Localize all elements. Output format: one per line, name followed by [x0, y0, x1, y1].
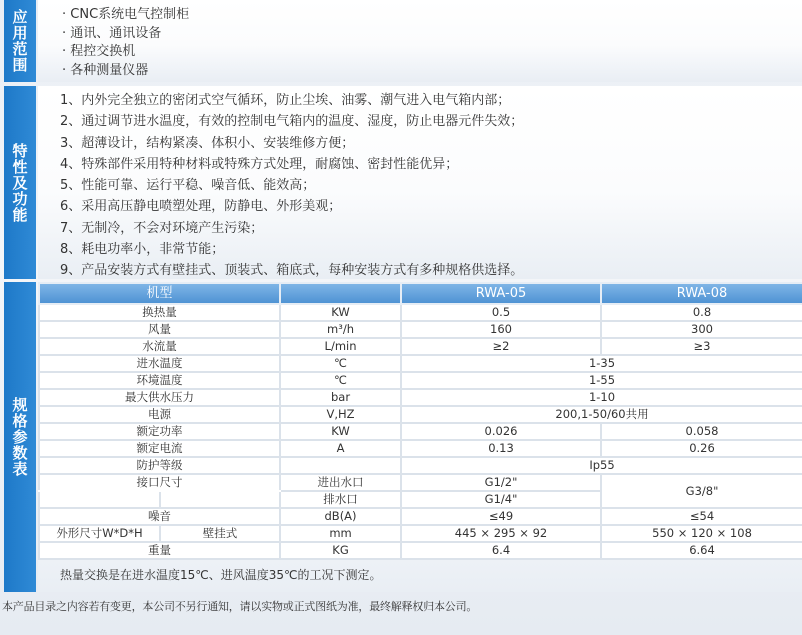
header-model-2: RWA-08	[601, 283, 802, 304]
application-item: · 各种测量仪器	[62, 62, 149, 78]
application-item: · 程控交换机	[62, 44, 136, 59]
application-item: · 通讯、通讯设备	[62, 25, 162, 41]
features-title: 特性及功能	[4, 86, 36, 279]
table-row: 换热量 KW 0.5 0.8	[39, 304, 802, 321]
feature-item: 3、超薄设计，结构紧凑、体积小、安装维修方便；	[60, 135, 355, 151]
specs-section	[4, 282, 802, 592]
table-row: 额定功率 KW 0.026 0.058	[39, 423, 802, 440]
feature-item: 7、无制冷，不会对环境产生污染；	[60, 220, 264, 236]
table-row: 进水温度 ℃ 1-35	[39, 355, 802, 372]
application-section	[4, 0, 802, 82]
feature-item: 8、耗电功率小，非常节能；	[60, 242, 225, 258]
table-row: 环境温度 ℃ 1-55	[39, 372, 802, 389]
application-title: 应用范围	[4, 0, 36, 82]
feature-item: 1、内外完全独立的密闭式空气循环，防止尘埃、油雾、潮气进入电气箱内部；	[60, 93, 511, 108]
table-row: 排水口 G1/4"	[39, 491, 802, 508]
table-row: 重量 KG 6.4 6.64	[39, 542, 802, 559]
features-panel	[38, 86, 802, 279]
specs-panel	[38, 282, 802, 592]
table-row: 额定电流 A 0.13 0.26	[39, 440, 802, 457]
feature-item: 9、产品安装方式有壁挂式、顶装式、箱底式，每种安装方式有多种规格供选择。	[60, 263, 524, 279]
table-row: 防护等级 Ip55	[39, 457, 802, 474]
table-row: 电源 V,HZ 200,1-50/60共用	[39, 406, 802, 423]
table-row: 水流量 L/min ≥2 ≥3	[39, 338, 802, 355]
feature-item: 2、通过调节进水温度，有效的控制电气箱内的温度、湿度，防止电器元件失效；	[60, 114, 524, 130]
feature-item: 4、特殊部件采用特种材料或特殊方式处理，耐腐蚀、密封性能优异；	[60, 156, 459, 172]
table-row: 最大供水压力 bar 1-10	[39, 389, 802, 406]
table-row: 噪音 dB(A) ≤49 ≤54	[39, 508, 802, 525]
header-model: 机型	[39, 283, 280, 304]
table-row: 外形尺寸W*D*H 壁挂式 mm 445 × 295 × 92 550 × 120 × 108	[39, 525, 802, 542]
feature-item: 6、采用高压静电喷塑处理，防静电、外形美观；	[60, 199, 342, 215]
header-unit	[280, 283, 401, 304]
footer-disclaimer: 本产品目录之内容若有变更，本公司不另行通知，请以实物或正式图纸为准，最终解释权归本公司。	[2, 600, 478, 613]
table-row: 风量 m³/h 160 300	[39, 321, 802, 338]
spec-table	[38, 282, 802, 560]
application-item: · CNC系统电气控制柜	[62, 7, 190, 22]
header-model-1: RWA-05	[401, 283, 601, 304]
features-section	[4, 86, 802, 279]
application-panel	[38, 0, 802, 82]
specs-title: 规格参数表	[4, 282, 36, 592]
feature-item: 5、性能可靠、运行平稳、噪音低、能效高；	[60, 178, 316, 194]
table-row: 接口尺寸 进出水口 G1/2" G3/8"	[39, 474, 802, 491]
spec-note: 热量交换是在进水温度15℃、进风温度35℃的工况下测定。	[60, 568, 382, 582]
spec-header-row	[39, 283, 802, 304]
